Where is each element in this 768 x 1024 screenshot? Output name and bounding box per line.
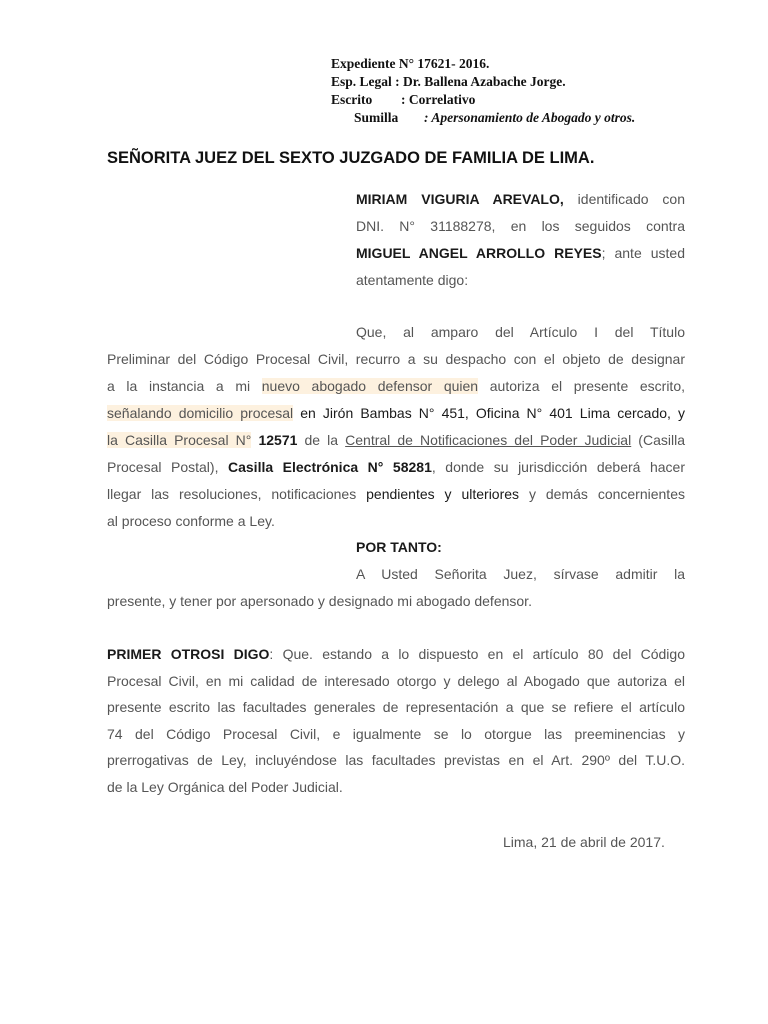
intro-line-1 bbox=[356, 191, 685, 207]
para1-line-3 bbox=[107, 378, 685, 394]
por-tanto-label: POR TANTO: bbox=[356, 539, 442, 555]
para1-text: (Casilla bbox=[631, 432, 685, 448]
otrosi-text: : Que. estando a lo dispuesto en el artículo 80 del Código bbox=[269, 646, 685, 662]
document-title: SEÑORITA JUEZ DEL SEXTO JUZGADO DE FAMILIA DE LIMA. bbox=[107, 149, 595, 167]
escrito-label: Escrito bbox=[331, 92, 373, 107]
sumilla-value: : Apersonamiento de Abogado y otros. bbox=[424, 110, 636, 125]
para1-text: llegar las resoluciones, notificaciones bbox=[107, 486, 367, 502]
casilla-electronica: Casilla Electrónica N° 58281 bbox=[228, 459, 432, 475]
para1-line-6 bbox=[107, 459, 685, 475]
para1-text: , donde su jurisdicción deberá hacer bbox=[431, 459, 685, 475]
highlighted-text: la Casilla Procesal N° bbox=[107, 432, 252, 448]
plaintiff-name: MIRIAM VIGURIA AREVALO, bbox=[356, 191, 564, 207]
para1-text: pendientes y ulteriores bbox=[366, 486, 520, 502]
intro-line-4: atentamente digo: bbox=[356, 272, 469, 288]
por-tanto-heading bbox=[356, 539, 442, 555]
para1-text: de la bbox=[297, 432, 346, 448]
defendant-name: MIGUEL ANGEL ARROLLO REYES bbox=[356, 245, 602, 261]
para1-text: autoriza el presente escrito, bbox=[478, 378, 685, 394]
case-header bbox=[331, 55, 635, 127]
otrosi-label: PRIMER OTROSI DIGO bbox=[107, 646, 270, 662]
para1-line-4 bbox=[107, 405, 685, 421]
intro-line-3 bbox=[356, 245, 685, 261]
para1-line-2: Preliminar del Código Procesal Civil, recurro a su despacho con el objeto de designar bbox=[107, 351, 685, 367]
otrosi-line-2: Procesal Civil, en mi calidad de interesado otorgo y delego al Abogado que autoriza el bbox=[107, 673, 685, 689]
por-tanto-line-1: A Usted Señorita Juez, sírvase admitir la bbox=[356, 566, 685, 582]
sumilla-line bbox=[331, 109, 635, 127]
para1-line-7 bbox=[107, 486, 685, 502]
central-notificaciones-text: Central de Notificaciones del Poder Judicial bbox=[345, 432, 632, 448]
intro-line-2: DNI. N° 31188278, en los seguidos contra bbox=[356, 218, 685, 234]
para1-text: Procesal Postal), bbox=[107, 459, 228, 475]
para1-line-1: Que, al amparo del Artículo I del Título bbox=[356, 324, 685, 340]
escrito-line bbox=[331, 91, 635, 109]
para1-text: a la instancia a mi bbox=[107, 378, 262, 394]
otrosi-line-5: prerrogativas de Ley, incluyéndose las facultades previstas en el Art. 290º del T.U.O. bbox=[107, 752, 685, 768]
otrosi-line-3: presente escrito las facultades generales de representación a que se refiere el artículo bbox=[107, 699, 685, 715]
por-tanto-line-2: presente, y tener por apersonado y designado mi abogado defensor. bbox=[107, 593, 532, 609]
esp-legal-line: Esp. Legal : Dr. Ballena Azabache Jorge. bbox=[331, 74, 566, 89]
otrosi-line-1 bbox=[107, 646, 685, 662]
intro-text: ; ante usted bbox=[601, 245, 685, 261]
escrito-value: : Correlativo bbox=[401, 92, 476, 107]
para1-line-5 bbox=[107, 432, 685, 448]
para1-text: en Jirón Bambas N° 451, Oficina N° 401 Lima cercado, y bbox=[293, 405, 685, 421]
casilla-number: 12571 bbox=[258, 432, 298, 448]
para1-text: y demás concernientes bbox=[519, 486, 685, 502]
closing-date: Lima, 21 de abril de 2017. bbox=[503, 834, 665, 850]
expediente-line: Expediente N° 17621- 2016. bbox=[331, 56, 490, 71]
sumilla-label: Sumilla bbox=[354, 110, 399, 125]
intro-text: identificado con bbox=[563, 191, 685, 207]
highlighted-text: señalando domicilio procesal bbox=[107, 405, 294, 421]
para1-line-8: al proceso conforme a Ley. bbox=[107, 513, 275, 529]
otrosi-line-4: 74 del Código Procesal Civil, e igualmente se lo otorgue las preeminencias y bbox=[107, 726, 685, 742]
highlighted-text: nuevo abogado defensor quien bbox=[261, 378, 479, 394]
otrosi-line-6: de la Ley Orgánica del Poder Judicial. bbox=[107, 779, 343, 795]
